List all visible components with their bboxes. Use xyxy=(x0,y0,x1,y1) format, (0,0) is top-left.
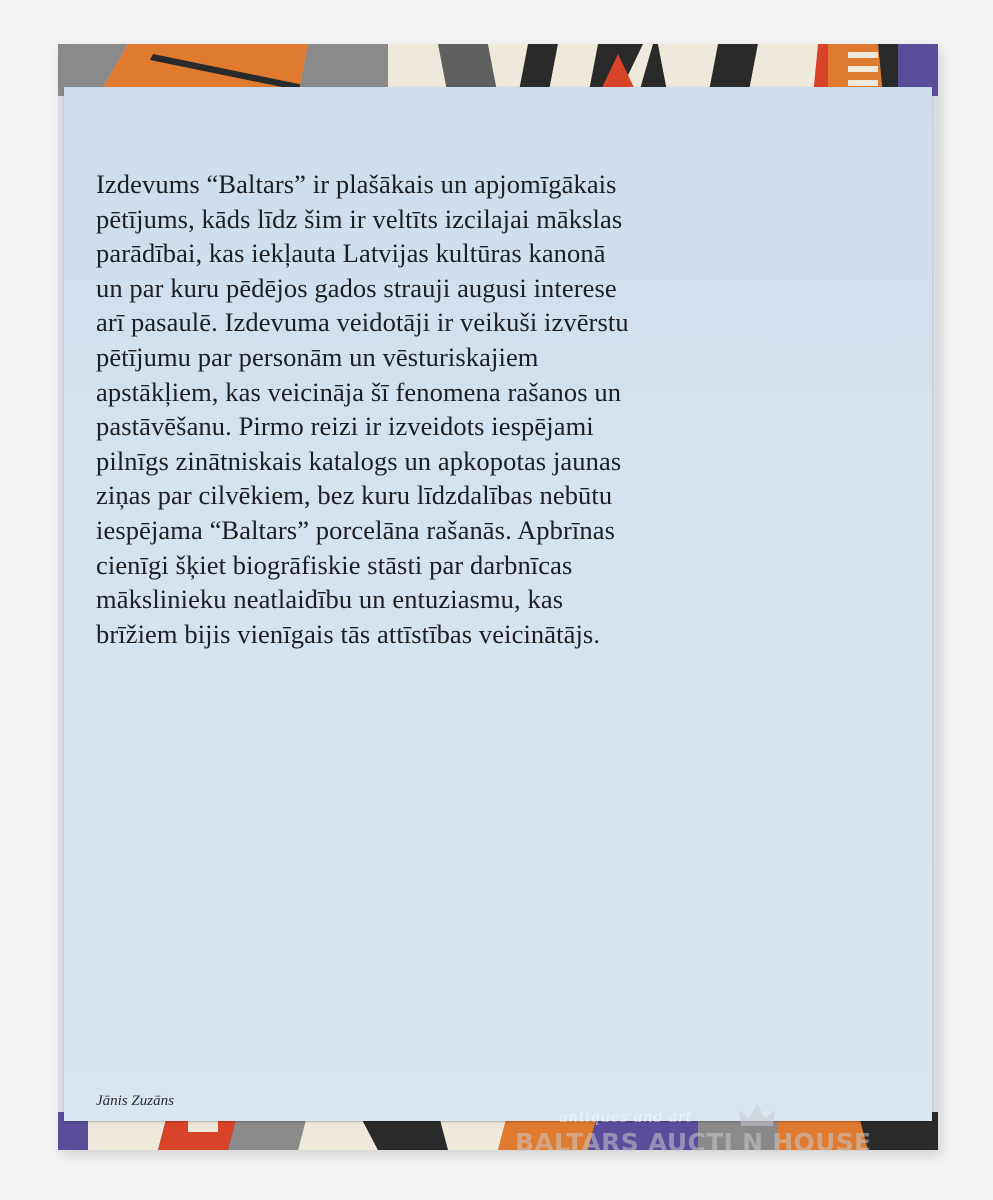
blurb-line: ziņas par cilvēkiem, bez kuru līdzdalības nebūtu xyxy=(96,480,613,511)
author-signature: Jānis Zuzāns xyxy=(96,1093,174,1109)
blurb-line: arī pasaulē. Izdevuma veidotāji ir veikuši izvērstu xyxy=(96,307,629,338)
book-back-cover xyxy=(58,44,938,1150)
blurb-line: iespējama “Baltars” porcelāna rašanās. Apbrīnas xyxy=(96,514,616,545)
blurb-line: pētījumu par personām un vēsturiskajiem xyxy=(96,341,539,372)
crown-icon xyxy=(737,1102,777,1128)
blurb-line: un par kuru pēdējos gados strauji augusi interese xyxy=(96,272,617,303)
blurb-line: pastāvēšanu. Pirmo reizi ir izveidots iespējami xyxy=(96,411,594,442)
blurb-line: pilnīgs zinātniskais katalogs un apkopotas jaunas xyxy=(96,445,622,476)
blurb-line: parādībai, kas iekļauta Latvijas kultūras kanonā xyxy=(96,238,606,269)
auction-house-watermark xyxy=(515,1108,915,1168)
watermark-title: BALTARS AUCTI N HOUSE xyxy=(515,1128,872,1157)
blurb-line: Izdevums “Baltars” ir plašākais un apjomīgākais xyxy=(96,169,617,199)
dust-jacket xyxy=(64,87,932,1121)
blurb-line: pētījums, kāds līdz šim ir veltīts izcilajai mākslas xyxy=(96,203,623,234)
watermark-subtitle: antiques and art xyxy=(559,1108,693,1126)
blurb-text xyxy=(96,167,896,651)
blurb-line: apstākļiem, kas veicināja šī fenomena rašanos un xyxy=(96,376,622,407)
blurb-line: cienīgi šķiet biogrāfiskie stāsti par darbnīcas xyxy=(96,549,573,580)
blurb-line: mākslinieku neatlaidību un entuziasmu, kas xyxy=(96,584,564,615)
blurb-line: brīžiem bijis vienīgais tās attīstības veicinātājs. xyxy=(96,618,601,649)
